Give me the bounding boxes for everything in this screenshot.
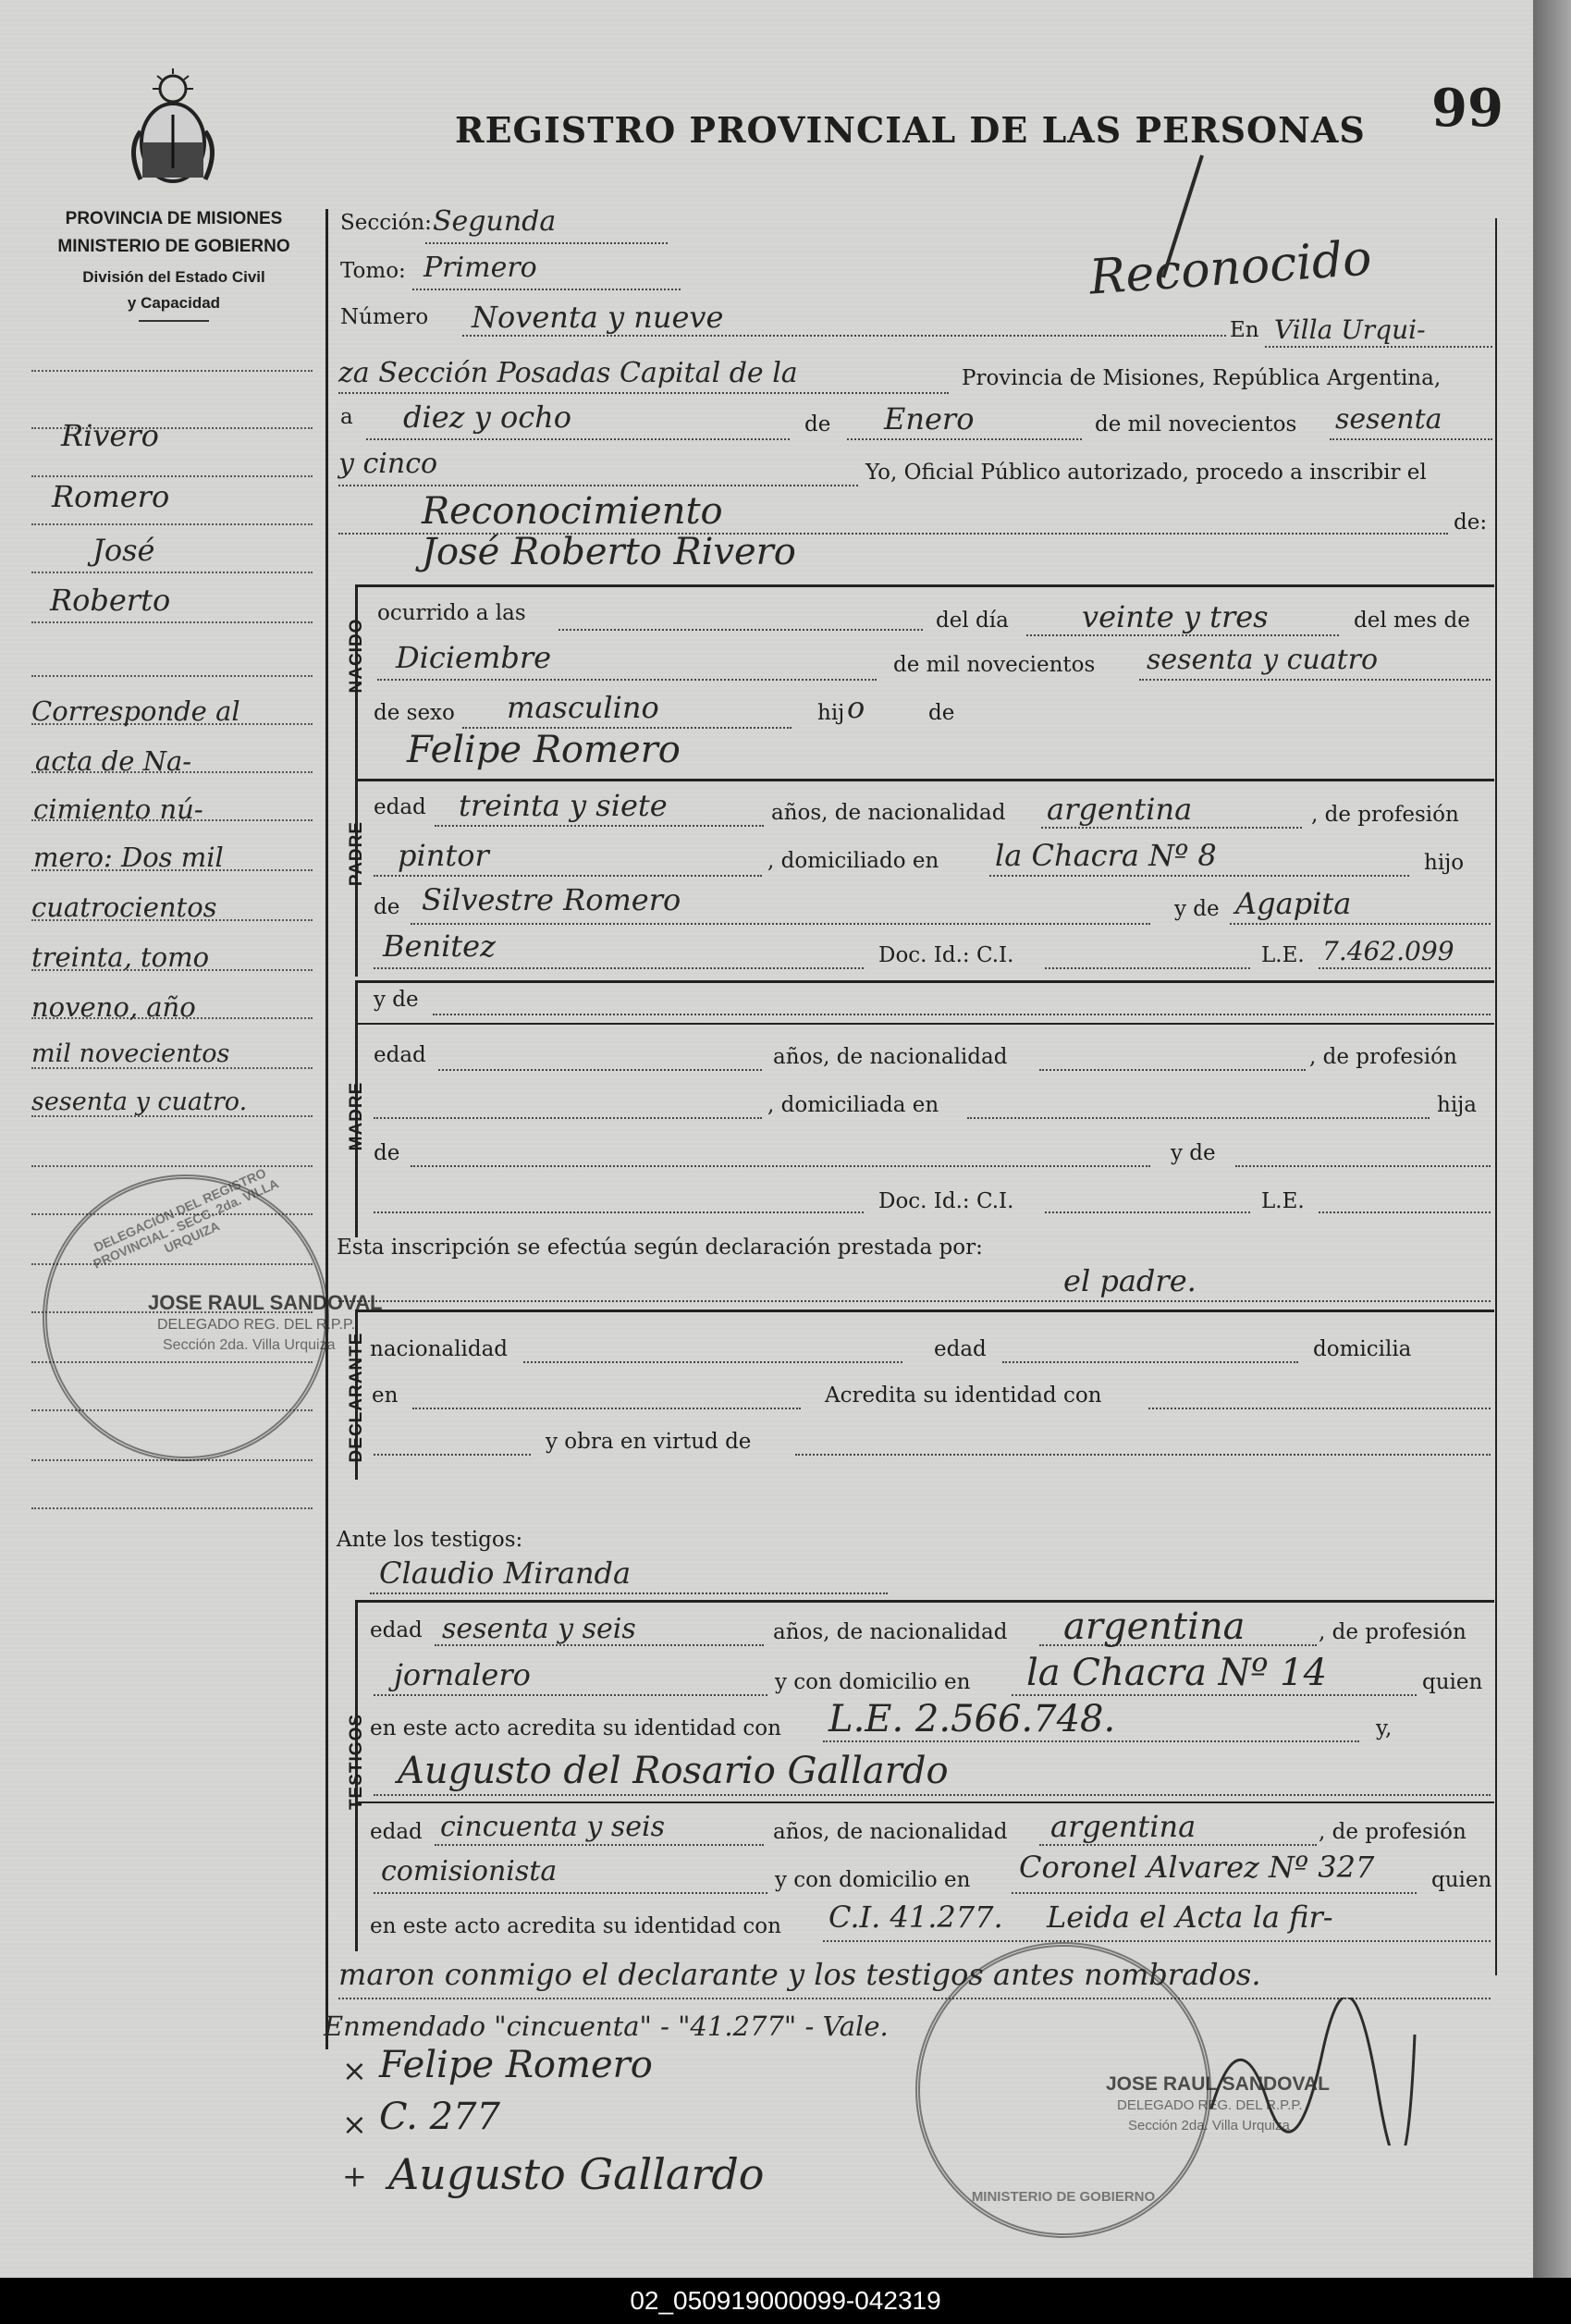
w2-prof-line [374, 1892, 767, 1894]
year-value-cont: y cinco [338, 448, 438, 480]
padre-label: PADRE [347, 820, 366, 887]
w1-name-value: Claudio Miranda [379, 1555, 632, 1591]
madre-name-rule [355, 1023, 1494, 1025]
declarante-label: DECLARANTE [347, 1332, 366, 1463]
w1-doc-value: L.E. 2.566.748. [828, 1698, 1116, 1740]
act-value: Reconocimiento [422, 490, 723, 533]
reconocido-annotation: Reconocido [1087, 230, 1374, 306]
padre-le-label: L.E. [1261, 943, 1305, 967]
declarante-obra-line [795, 1454, 1491, 1456]
month-value: Enero [884, 401, 975, 437]
signature-2: C. 277 [379, 2096, 500, 2138]
madre-label: MADRE [347, 1081, 366, 1151]
w2-dom-value: Coronel Alvarez Nº 327 [1019, 1850, 1375, 1885]
a-label: a [340, 405, 353, 429]
year-cont-line [338, 485, 858, 486]
madre-hija-label: hija [1437, 1093, 1478, 1117]
w2-nac-line [1039, 1844, 1317, 1846]
sexo-label: de sexo [374, 701, 455, 725]
declarante-obra-label: y obra en virtud de [546, 1430, 752, 1454]
nacido-month-line [377, 679, 877, 681]
madre-doc-line [1045, 1211, 1250, 1213]
madre-extra-line [374, 1211, 864, 1213]
signature-mark: × [342, 2107, 367, 2142]
padre-prof-label: , de profesión [1311, 803, 1459, 827]
padre-top-rule [355, 779, 1494, 781]
header-underline [139, 320, 209, 322]
ocurrido-line [558, 629, 923, 631]
official-title-stamp: DELEGADO REG. DEL R.P.P. [157, 1317, 356, 1333]
w2-doc-value: C.I. 41.277. [828, 1900, 1003, 1935]
nacido-name-value: José Roberto Rivero [422, 531, 796, 573]
seccion-label: Sección: [340, 211, 432, 235]
ocurrido-label: ocurrido a las [377, 601, 526, 625]
w1-nac-value: argentina [1063, 1605, 1246, 1648]
margin-note: treinta, tomo [31, 941, 210, 973]
padre-edad-line [435, 825, 764, 827]
w2-name-value: Augusto del Rosario Gallardo [398, 1750, 949, 1792]
hij-label: hij [817, 701, 845, 725]
seccion-line [425, 242, 668, 244]
numero-value: Noventa y nueve [472, 300, 724, 335]
margin-note: Romero [52, 479, 170, 514]
padre-mother-cont: Benitez [383, 928, 496, 964]
padre-dom-value: la Chacra Nº 8 [995, 838, 1217, 873]
seccion-value: Segunda [433, 205, 557, 238]
margin-line [31, 475, 313, 477]
numero-label: Número [340, 305, 429, 329]
nacido-year-value: sesenta y cuatro [1147, 644, 1379, 676]
declarante-acredita-label: Acredita su identidad con [825, 1383, 1102, 1408]
signature-1: Felipe Romero [379, 2044, 653, 2086]
padre-de-label: de [374, 895, 400, 919]
official-name-stamp: JOSE RAUL SANDOVAL [148, 1291, 383, 1314]
padre-nac-label: años, de nacionalidad [771, 801, 1006, 825]
w2-doc-line [823, 1940, 1491, 1942]
padre-doc-line [1045, 967, 1250, 969]
nacido-day-value: veinte y tres [1082, 599, 1269, 634]
w1-dom-line [1012, 1694, 1417, 1696]
margin-note: cuatrocientos [31, 891, 217, 923]
coat-of-arms-icon [122, 67, 224, 196]
signature-mark: × [342, 2053, 367, 2088]
madre-nac-label: años, de nacionalidad [773, 1045, 1008, 1069]
padre-hijo-label: hijo [1424, 851, 1465, 875]
madre-nac-line [1039, 1069, 1306, 1071]
en-value: Villa Urqui- [1274, 314, 1426, 345]
margin-line [31, 370, 313, 372]
month-line [847, 438, 1082, 440]
declarante-top-rule [355, 1310, 1494, 1312]
tomo-label: Tomo: [340, 259, 406, 283]
declarante-acredita-line [1148, 1408, 1491, 1409]
sexo-value: masculino [507, 690, 659, 725]
de-colon-label: de: [1454, 510, 1488, 535]
madre-top-rule [355, 980, 1494, 983]
declarante-edad-label: edad [934, 1337, 987, 1361]
padre-le-value: 7.462.099 [1322, 936, 1454, 966]
margin-note: sesenta y cuatro. [31, 1088, 248, 1116]
padre-edad-label: edad [374, 795, 426, 819]
page-title: REGISTRO PROVINCIAL DE LAS PERSONAS [455, 109, 1366, 151]
del-mes-label: del mes de [1354, 609, 1470, 633]
madre-y-de2-label: y de [1171, 1141, 1216, 1165]
capacity-label: y Capacidad [127, 294, 221, 312]
w2-quien-label: quien [1431, 1868, 1492, 1892]
declarante-en-line [412, 1408, 801, 1409]
declarante-edad-line [1002, 1361, 1298, 1363]
w1-acredita-label: en este acto acredita su identidad con [370, 1716, 781, 1740]
w1-y-label: y, [1376, 1716, 1393, 1740]
form-right-rule [1495, 218, 1497, 1975]
w1-doc-line [823, 1740, 1359, 1742]
margin-note: mero: Dos mil [33, 842, 224, 873]
numero-line [462, 335, 1226, 337]
signature-3: Augusto Gallardo [388, 2149, 765, 2199]
declarante-obra-pre-line [374, 1454, 531, 1456]
nacido-label: NACIDO [347, 618, 366, 694]
official-section-stamp-bottom: Sección 2da. Villa Urquiza [1128, 2118, 1290, 2133]
del-dia-label: del día [936, 609, 1009, 633]
closing-text: maron conmigo el declarante y los testigos antes nombrados. [338, 1957, 1261, 1992]
tomo-value: Primero [423, 252, 537, 284]
year-label: de mil novecientos [1095, 412, 1297, 437]
testigos-label: TESTIGOS [347, 1713, 366, 1811]
w2-acredita-label: en este acto acredita su identidad con [370, 1914, 781, 1938]
day-value: diez y ocho [403, 400, 571, 435]
en-line [1265, 346, 1492, 348]
w1-prof-label: , de profesión [1319, 1620, 1467, 1644]
hij-value: o [847, 690, 865, 725]
w2-dom-line [1012, 1892, 1417, 1894]
nacido-year-line [1139, 679, 1491, 681]
w1-prof-line [374, 1694, 767, 1696]
w1-edad-value: sesenta y seis [442, 1613, 636, 1645]
madre-de-label: de [374, 1141, 400, 1165]
signature-mark: + [342, 2158, 367, 2194]
w1-edad-label: edad [370, 1618, 423, 1642]
en-cont-line [338, 392, 949, 394]
official-name-stamp-bottom: JOSE RAUL SANDOVAL [1106, 2073, 1330, 2095]
document-id-footer: 02_050919000099-042319 [0, 2278, 1571, 2324]
tomo-line [412, 289, 681, 290]
day-line [366, 438, 790, 440]
w2-prof-label: , de profesión [1319, 1820, 1467, 1844]
w2-tail-value: Leida el Acta la fir- [1047, 1900, 1333, 1935]
margin-line [31, 675, 313, 677]
w1-dom-value: la Chacra Nº 14 [1026, 1652, 1328, 1694]
margin-column-rule [325, 209, 328, 2049]
w2-edad-line [435, 1844, 764, 1846]
w2-name-rule [355, 1801, 1494, 1803]
official-signature-scrawl [1202, 1998, 1424, 2146]
padre-mother-line [1230, 923, 1491, 925]
w1-nac-label: años, de nacionalidad [773, 1620, 1008, 1644]
padre-mother-value: Agapita [1235, 886, 1352, 921]
official-title-stamp-bottom: DELEGADO REG. DEL R.P.P. [1117, 2097, 1303, 2113]
madre-mother-line [1235, 1165, 1491, 1167]
year-value: sesenta [1335, 403, 1442, 436]
padre-mother-cont-line [374, 967, 864, 969]
seal-ring-text: DELEGACION DEL REGISTRO PROVINCIAL - SECC. 2da. VILLA URQUIZA [91, 1165, 281, 1272]
official-section-stamp: Sección 2da. Villa Urquiza [163, 1337, 336, 1353]
w2-edad-label: edad [370, 1820, 423, 1844]
padre-name-value: Felipe Romero [407, 729, 681, 771]
madre-edad-label: edad [374, 1043, 426, 1067]
madre-dom-label: , domiciliada en [767, 1093, 939, 1117]
enmendado-text: Enmendado "cincuenta" - "41.277" - Vale. [324, 2010, 889, 2042]
madre-y-de-label: y de [374, 988, 419, 1012]
padre-edad-value: treinta y siete [459, 788, 668, 823]
madre-le-label: L.E. [1261, 1189, 1305, 1213]
ministry-label: MINISTERIO DE GOBIERNO [57, 237, 290, 256]
w1-quien-label: quien [1422, 1670, 1483, 1694]
madre-name-line [433, 1014, 1491, 1015]
declarante-nac-label: nacionalidad [370, 1337, 509, 1361]
en-value-cont: za Sección Posadas Capital de la [338, 357, 798, 389]
nacido-mil-label: de mil novecientos [893, 653, 1096, 677]
declarante-nac-line [523, 1361, 902, 1363]
province-label: PROVINCIA DE MISIONES [65, 209, 283, 228]
w1-prof-value: jornalero [394, 1657, 531, 1692]
madre-prof-label: , de profesión [1309, 1045, 1457, 1069]
seal-ministry-text: MINISTERIO DE GOBIERNO [971, 2189, 1156, 2205]
officer-text: Yo, Oficial Público autorizado, procedo a inscribir el [865, 461, 1427, 485]
padre-prof-line [374, 875, 762, 877]
padre-father-line [411, 923, 1150, 925]
nacido-de-label: de [928, 701, 955, 725]
w2-edad-value: cincuenta y seis [440, 1811, 666, 1843]
padre-dom-line [989, 875, 1409, 877]
padre-nac-value: argentina [1047, 792, 1193, 827]
madre-dom-line [967, 1117, 1430, 1119]
w1-name-line [370, 1592, 888, 1594]
margin-note: Corresponde al [31, 695, 240, 727]
annotation-stroke [1147, 148, 1221, 287]
declarante-value-line [338, 1300, 1491, 1302]
w2-nac-value: argentina [1050, 1809, 1197, 1844]
margin-note: mil novecientos [31, 1039, 230, 1068]
page-edge [1533, 0, 1571, 2278]
margin-note: Roberto [50, 583, 171, 618]
padre-doc-label: Doc. Id.: C.I. [878, 943, 1014, 967]
padre-father-value: Silvestre Romero [422, 882, 681, 917]
padre-y-de-label: y de [1174, 897, 1220, 921]
margin-line [31, 572, 313, 573]
padre-prof-value: pintor [398, 838, 489, 873]
margin-note: Rivero [61, 418, 159, 453]
declarante-value: el padre. [1063, 1263, 1197, 1298]
nacido-top-rule [355, 584, 1494, 587]
madre-prof-line [374, 1117, 762, 1119]
madre-edad-line [438, 1069, 762, 1071]
w2-dom-label: y con domicilio en [775, 1868, 971, 1892]
madre-father-line [411, 1165, 1150, 1167]
testigos-intro: Ante los testigos: [337, 1528, 523, 1552]
margin-note: cimiento nú- [33, 793, 203, 825]
nacido-month-value: Diciembre [396, 640, 552, 675]
padre-nac-line [1041, 827, 1302, 829]
madre-le-line [1319, 1211, 1491, 1213]
padre-le-line [1319, 967, 1491, 969]
margin-line [31, 621, 313, 623]
margin-line [31, 1507, 313, 1509]
w2-nac-label: años, de nacionalidad [773, 1820, 1008, 1844]
madre-doc-label: Doc. Id.: C.I. [878, 1189, 1014, 1213]
testigos-top-rule [355, 1600, 1494, 1603]
w2-name-line [374, 1794, 1491, 1796]
en-label: En [1230, 318, 1259, 342]
declarante-en-label: en [372, 1383, 399, 1408]
margin-note: noveno, año [31, 991, 196, 1023]
year-line [1330, 438, 1492, 440]
margin-line [31, 523, 313, 525]
division-label: División del Estado Civil [82, 268, 265, 286]
de-label: de [804, 412, 831, 437]
margin-note: José [92, 533, 155, 568]
declarante-intro: Esta inscripción se efectúa según declaración prestada por: [337, 1236, 983, 1260]
provincia-text: Provincia de Misiones, República Argentina, [962, 366, 1442, 390]
padre-dom-label: , domiciliado en [767, 849, 939, 873]
folio-number: 99 [1431, 78, 1503, 139]
margin-note: acta de Na- [35, 745, 192, 777]
w2-prof-value: comisionista [381, 1855, 558, 1887]
declarante-dom-label: domicilia [1313, 1337, 1412, 1361]
del-dia-line [1026, 634, 1339, 636]
w1-dom-label: y con domicilio en [775, 1670, 971, 1694]
